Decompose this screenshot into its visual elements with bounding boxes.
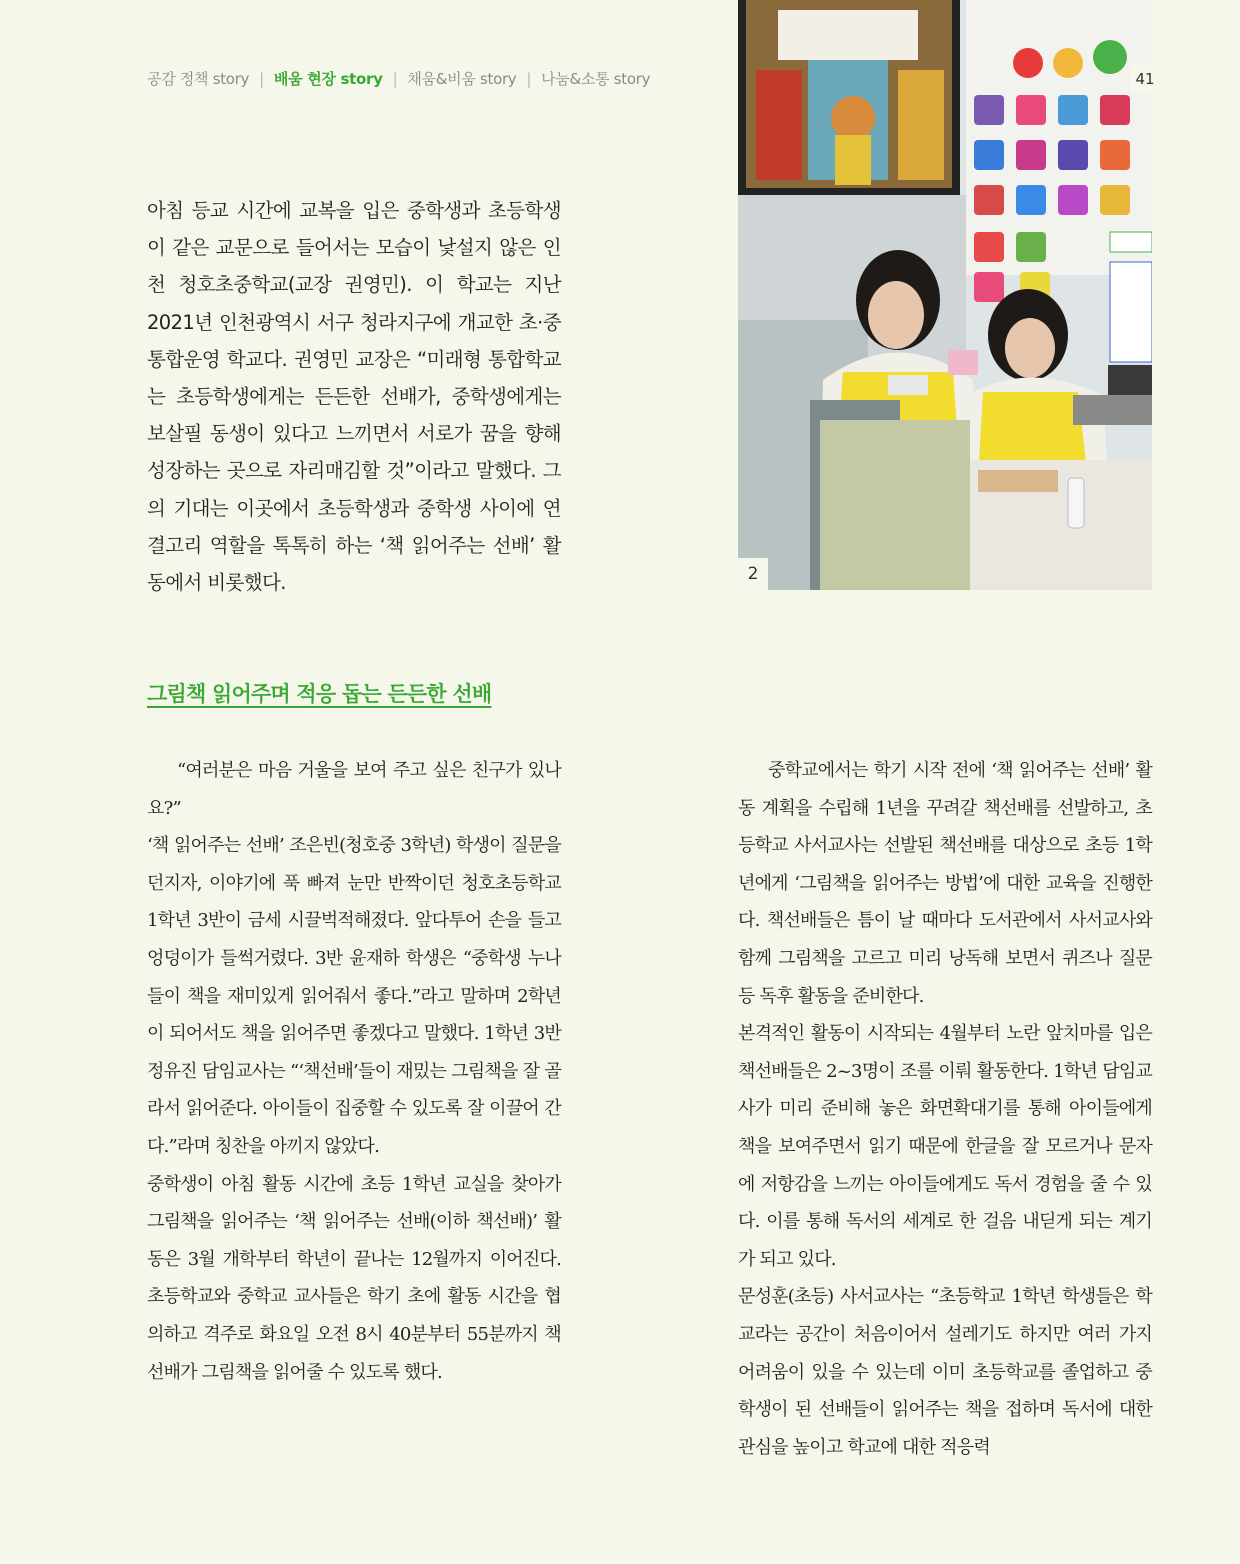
right-column xyxy=(738,752,1152,1466)
page-number: 41 xyxy=(1130,65,1160,93)
nav-item-fill-empty[interactable]: 채움&비움 story xyxy=(407,70,517,88)
intro-paragraph: 아침 등교 시간에 교복을 입은 중학생과 초등학생이 같은 교문으로 들어서는 모습이 낯설지 않은 인천 청호초중학교(교장 권영민). 이 학교는 지난 2021년 인천광역시 서구 청라지구에 개교한 초·중 통합운영 학교다. 권영민 교장은 “미래형 통합학교는 초등학생에게는 든든한 선배가, 중학생에게는 보살필 동생이 있다고 느끼면서 서로가 꿈을 향해 성장하는 곳으로 자리매김할 것”이라고 말했다. 그의 기대는 이곳에서 초등학생과 중학생 사이에 연결고리 역할을 톡톡히 하는 ‘책 읽어주는 선배’ 활동에서 비롯했다. xyxy=(147,199,561,595)
body-paragraph: 중학교에서는 학기 시작 전에 ‘책 읽어주는 선배’ 활동 계획을 수립해 1년을 꾸려갈 책선배를 선발하고, 초등학교 사서교사는 선발된 책선배를 대상으로 초등 1학년에게 ‘그림책을 읽어주는 방법’에 대한 교육을 진행한다. 책선배들은 틈이 날 때마다 도서관에서 사서교사와 함께 그림책을 고르고 미리 낭독해 보면서 퀴즈나 질문 등 독후 활동을 준비한다. xyxy=(738,760,1152,1007)
nav-item-share-communicate[interactable]: 나눔&소통 story xyxy=(541,70,651,88)
photo-number: 2 xyxy=(738,558,768,590)
body-paragraph: 본격적인 활동이 시작되는 4월부터 노란 앞치마를 입은 책선배들은 2~3명이 조를 이뤄 활동한다. 1학년 담임교사가 미리 준비해 놓은 화면확대기를 통해 아이들에게 책을 보여주면서 읽기 때문에 한글을 잘 모르거나 문자에 저항감을 느끼는 아이들에게도 독서 경험을 줄 수 있다. 이를 통해 독서의 세계로 한 걸음 내딛게 되는 계기가 되고 있다. xyxy=(738,1023,1152,1270)
section-nav xyxy=(147,68,650,89)
body-paragraph: 문성훈(초등) 사서교사는 “초등학교 1학년 학생들은 학교라는 공간이 처음이어서 설레기도 하지만 여러 가지 어려움이 있을 수 있는데 이미 초등학교를 졸업하고 중학생이 된 선배들이 읽어주는 책을 접하며 독서에 대한 관심을 높이고 학교에 대한 적응력 xyxy=(738,1286,1152,1458)
left-column xyxy=(147,752,561,1391)
nav-item-learning-active[interactable]: 배움 현장 story xyxy=(273,70,383,88)
body-paragraph: 중학생이 아침 활동 시간에 초등 1학년 교실을 찾아가 그림책을 읽어주는 ‘책 읽어주는 선배(이하 책선배)’ 활동은 3월 개학부터 학년이 끝나는 12월까지 이어진다. 초등학교와 중학교 교사들은 학기 초에 활동 시간을 협의하고 격주로 화요일 오전 8시 40분부터 55분까지 책선배가 그림책을 읽어줄 수 있도록 했다. xyxy=(147,1173,561,1383)
nav-separator: | xyxy=(259,70,264,88)
nav-separator: | xyxy=(526,70,532,88)
nav-item-policy[interactable]: 공감 정책 story xyxy=(147,70,250,88)
classroom-photo-illustration xyxy=(738,0,1152,590)
body-paragraph: ‘책 읽어주는 선배’ 조은빈(청호중 3학년) 학생이 질문을 던지자, 이야기에 푹 빠져 눈만 반짝이던 청호초등학교 1학년 3반이 금세 시끌벅적해졌다. 앞다투어 손을 들고 엉덩이가 들썩거렸다. 3반 윤재하 학생은 “중학생 누나들이 책을 재미있게 읽어줘서 좋다.”라고 말하며 2학년이 되어서도 책을 읽어주면 좋겠다고 말했다. 1학년 3반 정유진 담임교사는 “‘책선배’들이 재밌는 그림책을 잘 골라서 읽어준다. 아이들이 집중할 수 있도록 잘 이끌어 간다.”라며 칭찬을 아끼지 않았다. xyxy=(147,835,561,1157)
classroom-photo xyxy=(738,0,1152,590)
section-heading: 그림책 읽어주며 적응 돕는 든든한 선배 xyxy=(147,682,492,706)
body-paragraph: “여러분은 마음 거울을 보여 주고 싶은 친구가 있나요?” xyxy=(147,760,561,819)
nav-separator: | xyxy=(392,70,398,88)
